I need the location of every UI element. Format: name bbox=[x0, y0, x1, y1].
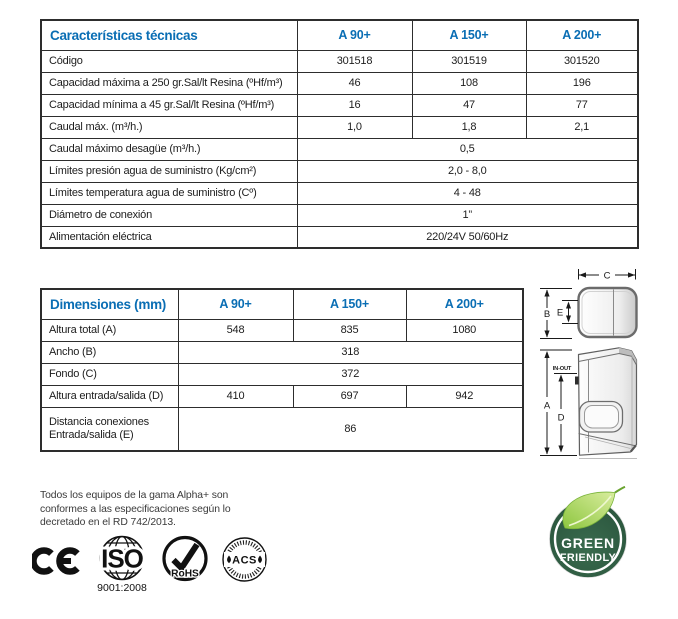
cell-value: 77 bbox=[526, 94, 638, 116]
inout-connector bbox=[575, 377, 579, 385]
dim-label-e: E bbox=[556, 307, 564, 319]
cell-value: 47 bbox=[412, 94, 526, 116]
cell-value-merged: 1” bbox=[297, 204, 638, 226]
inout-label: IN-OUT bbox=[552, 366, 572, 372]
row-label: Alimentación eléctrica bbox=[41, 226, 297, 248]
row-label: Fondo (C) bbox=[41, 363, 178, 385]
iso-text: ISO bbox=[101, 543, 143, 574]
cell-value: 1,0 bbox=[297, 116, 412, 138]
row-label: Límites temperatura agua de suministro (Cº) bbox=[41, 182, 297, 204]
side-view-drawing bbox=[575, 348, 637, 459]
row-label: Distancia conexiones Entrada/salida (E) bbox=[41, 407, 178, 451]
tech-specs-table bbox=[40, 19, 639, 249]
tech-table-title: Características técnicas bbox=[41, 20, 297, 50]
acs-icon bbox=[220, 536, 270, 584]
table-row bbox=[41, 182, 638, 204]
cell-value: 835 bbox=[293, 319, 406, 341]
rohs-icon bbox=[160, 535, 213, 585]
table-row bbox=[41, 341, 523, 363]
compliance-note bbox=[40, 489, 231, 530]
cell-value: 1080 bbox=[406, 319, 523, 341]
dimension-diagram bbox=[535, 262, 678, 467]
cell-value: 301518 bbox=[297, 50, 412, 72]
tech-header-row bbox=[41, 20, 638, 50]
row-label: Capacidad mínima a 45 gr.Sal/lt Resina (ºHf/m³) bbox=[41, 94, 297, 116]
table-row bbox=[41, 204, 638, 226]
cell-value: 108 bbox=[412, 72, 526, 94]
iso-sub-text: 9001:2008 bbox=[97, 582, 147, 594]
table-row bbox=[41, 407, 523, 451]
tech-col-a90: A 90+ bbox=[297, 20, 412, 50]
cell-value-merged: 2,0 - 8,0 bbox=[297, 160, 638, 182]
dims-header-row bbox=[41, 289, 523, 319]
dims-col-a90: A 90+ bbox=[178, 289, 293, 319]
table-row bbox=[41, 94, 638, 116]
table-row bbox=[41, 116, 638, 138]
table-row bbox=[41, 319, 523, 341]
cell-value: 697 bbox=[293, 385, 406, 407]
table-row bbox=[41, 363, 523, 385]
table-row bbox=[41, 72, 638, 94]
dim-label-a: A bbox=[543, 400, 551, 412]
ce-mark-icon bbox=[32, 545, 86, 578]
dims-col-a200: A 200+ bbox=[406, 289, 523, 319]
row-label: Altura total (A) bbox=[41, 319, 178, 341]
tech-col-a150: A 150+ bbox=[412, 20, 526, 50]
cell-value-merged: 4 - 48 bbox=[297, 182, 638, 204]
badge-text-friendly: FRIENDLY bbox=[559, 552, 617, 564]
rohs-text: RoHS bbox=[171, 568, 199, 580]
cell-value: 548 bbox=[178, 319, 293, 341]
row-label: Ancho (B) bbox=[41, 341, 178, 363]
iso-9001-icon bbox=[92, 534, 152, 594]
row-label: Capacidad máxima a 250 gr.Sal/lt Resina (ºHf/m³) bbox=[41, 72, 297, 94]
table-row bbox=[41, 50, 638, 72]
row-label: Diámetro de conexión bbox=[41, 204, 297, 226]
badge-text-green: GREEN bbox=[561, 535, 615, 551]
tech-col-a200: A 200+ bbox=[526, 20, 638, 50]
cell-value: 46 bbox=[297, 72, 412, 94]
dim-label-b: B bbox=[543, 309, 551, 320]
cell-value-merged: 372 bbox=[178, 363, 523, 385]
table-row bbox=[41, 138, 638, 160]
note-line: decretado en el RD 742/2013. bbox=[40, 517, 176, 529]
dimensions-table bbox=[40, 288, 524, 452]
dim-e bbox=[562, 301, 578, 324]
cell-value: 942 bbox=[406, 385, 523, 407]
cell-value: 410 bbox=[178, 385, 293, 407]
row-label: Código bbox=[41, 50, 297, 72]
row-label: Caudal máx. (m³/h.) bbox=[41, 116, 297, 138]
cell-value: 301519 bbox=[412, 50, 526, 72]
cell-value-merged: 0,5 bbox=[297, 138, 638, 160]
dims-table-title: Dimensiones (mm) bbox=[41, 289, 178, 319]
row-label: Límites presión agua de suministro (Kg/cm²) bbox=[41, 160, 297, 182]
note-line: Todos los equipos de la gama Alpha+ son bbox=[40, 490, 229, 501]
table-row bbox=[41, 385, 523, 407]
note-line: conformes a las especificaciones según lo bbox=[40, 503, 231, 515]
row-label: Altura entrada/salida (D) bbox=[41, 385, 178, 407]
cell-value: 196 bbox=[526, 72, 638, 94]
dim-label-c: C bbox=[603, 270, 611, 282]
dim-label-d: D bbox=[557, 412, 565, 424]
dims-col-a150: A 150+ bbox=[293, 289, 406, 319]
row-label: Caudal máximo desagüe (m³/h.) bbox=[41, 138, 297, 160]
cell-value-merged: 318 bbox=[178, 341, 523, 363]
cell-value: 301520 bbox=[526, 50, 638, 72]
top-view-drawing bbox=[579, 288, 637, 337]
cell-value: 16 bbox=[297, 94, 412, 116]
table-row bbox=[41, 226, 638, 248]
cell-value-merged: 86 bbox=[178, 407, 523, 451]
acs-text: ACS bbox=[232, 554, 257, 567]
table-row bbox=[41, 160, 638, 182]
green-friendly-badge bbox=[544, 486, 636, 584]
cell-value-merged: 220/24V 50/60Hz bbox=[297, 226, 638, 248]
cell-value: 2,1 bbox=[526, 116, 638, 138]
cell-value: 1,8 bbox=[412, 116, 526, 138]
